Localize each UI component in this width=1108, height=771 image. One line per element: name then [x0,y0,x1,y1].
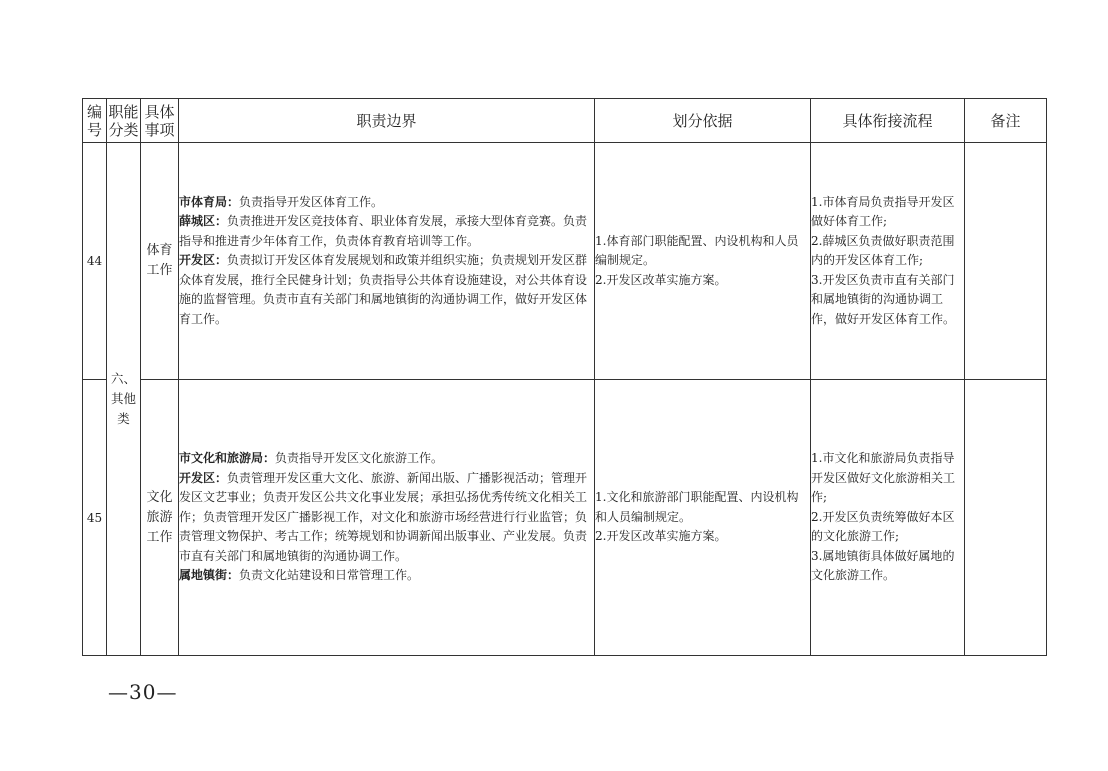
item-line: 体育 [146,243,173,258]
category-line: 类 [117,411,130,426]
scope-text: 负责文化站建设和日常管理工作。 [239,568,420,583]
scope-label: 开发区： [179,470,228,485]
item-cell [141,380,179,656]
scope-label: 薛城区： [179,214,228,229]
basis-line: 2.开发区改革实施方案。 [595,529,727,544]
scope-cell [179,143,595,380]
header-scope: 职责边界 [179,99,595,143]
category-cell [107,143,141,656]
scope-label: 市体育局： [179,194,240,209]
flow-line: 1.市文化和旅游局负责指导开发区做好文化旅游相关工作; [811,451,956,505]
basis-line: 1.体育部门职能配置、内设机构和人员编制规定。 [595,233,799,268]
item-line: 工作 [146,263,173,278]
scope-label: 属地镇街： [179,568,240,583]
table-header-row [83,99,1047,143]
header-basis: 划分依据 [595,99,811,143]
scope-text: 负责指导开发区体育工作。 [239,194,384,209]
header-item [141,99,179,143]
header-flow: 具体衔接流程 [811,99,965,143]
header-item-line: 具体 [144,102,175,121]
basis-line: 1.文化和旅游部门职能配置、内设机构和人员编制规定。 [595,490,799,524]
header-category-line: 职能 [108,102,139,121]
item-line: 旅游 [146,509,173,525]
header-category [107,99,141,143]
category-line: 六、 [110,371,136,386]
scope-label: 市文化和旅游局： [179,451,276,466]
row-number: 45 [83,380,107,656]
row-number: 44 [83,143,107,380]
scope-text: 负责管理开发区重大文化、旅游、新闻出版、广播影视活动；管理开发区文艺事业；负责开发区公共文化事业发展；承担弘扬优秀传统文化相关工作；负责管理开发区广播影视工作，对文化和旅游市场经营进行行业监管；负责管理文物保护、考古工作；统筹规划和协调新闻出版事业、产业发展。负责市直有关部门和属地镇街的沟通协调工作。 [179,470,588,563]
scope-paragraph [179,212,594,251]
responsibility-table [82,98,1047,656]
scope-text: 负责指导开发区文化旅游工作。 [275,451,444,466]
table-row [83,380,1047,656]
header-item-line: 事项 [144,120,175,139]
basis-cell [595,380,811,656]
scope-cell [179,380,595,656]
header-num-line: 号 [86,120,102,139]
flow-line: 1.市体育局负责指导开发区做好体育工作; [811,194,955,229]
item-line: 工作 [146,529,173,545]
scope-text: 负责推进开发区竞技体育、职业体育发展，承接大型体育竞赛。负责指导和推进青少年体育工作，负责体育教育培训等工作。 [179,214,588,248]
flow-line: 2.开发区负责统筹做好本区的文化旅游工作; [811,509,955,544]
header-num-line: 编 [86,102,102,121]
header-num [83,99,107,143]
item-line: 文化 [146,489,173,505]
basis-line: 2.开发区改革实施方案。 [595,272,727,287]
scope-paragraph [179,449,594,469]
scope-label: 开发区： [179,253,228,268]
scope-paragraph [179,251,594,329]
scope-text: 负责拟订开发区体育发展规划和政策并组织实施；负责规划开发区群众体育发展，推行全民健身计划；负责指导公共体育设施建设，对公共体育设施的监督管理。负责市直有关部门和属地镇街的沟通协调工作，做好开发区体育工作。 [179,253,588,326]
note-cell [965,380,1047,656]
item-cell [141,143,179,380]
scope-paragraph [179,469,594,567]
flow-cell [811,380,965,656]
note-cell [965,143,1047,380]
flow-cell [811,143,965,380]
table-row [83,143,1047,380]
flow-line: 2.薛城区负责做好职责范围内的开发区体育工作; [811,233,955,268]
header-note: 备注 [965,99,1047,143]
category-line: 其他 [110,391,136,406]
flow-line: 3.开发区负责市直有关部门和属地镇街的沟通协调工作，做好开发区体育工作。 [811,272,956,326]
flow-line: 3.属地镇街具体做好属地的文化旅游工作。 [811,548,955,583]
basis-cell [595,143,811,380]
scope-paragraph [179,193,594,213]
header-category-line: 分类 [108,120,139,139]
page-number: —30— [108,680,178,704]
scope-paragraph [179,566,594,586]
